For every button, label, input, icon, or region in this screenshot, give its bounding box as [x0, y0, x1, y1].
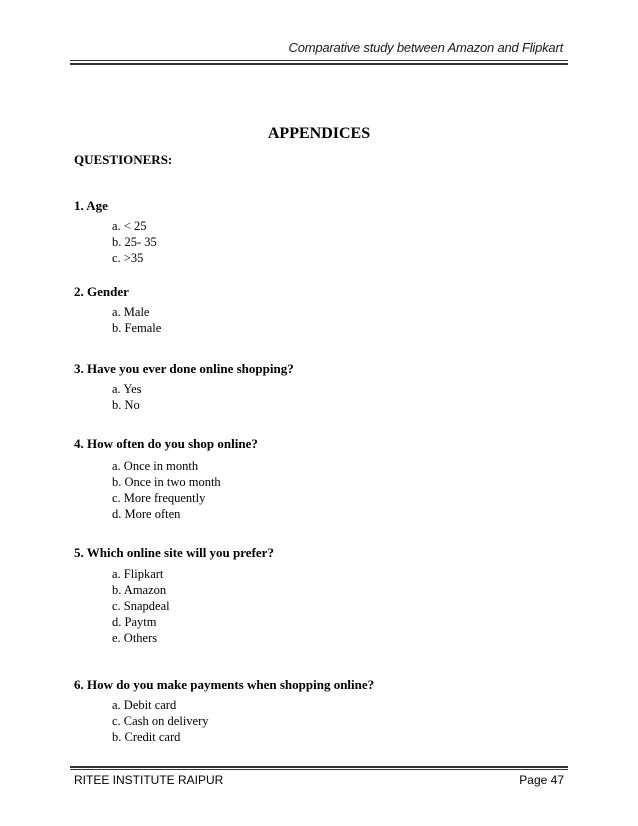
page-title: APPENDICES [267, 125, 371, 142]
footer-rule-thick [70, 766, 568, 768]
option: b. Amazon [112, 583, 167, 597]
question-3-options [112, 381, 142, 413]
option: c. Snapdeal [112, 599, 170, 613]
option: a. Once in month [112, 459, 199, 473]
option: a. Yes [112, 382, 142, 396]
question-2-options [112, 304, 161, 336]
option: c. More frequently [112, 491, 206, 505]
option: d. Paytm [112, 615, 157, 629]
question-1-options [112, 218, 157, 266]
option: b. Female [112, 321, 162, 335]
option: b. Once in two month [112, 475, 221, 489]
option: b. No [112, 398, 140, 412]
question-6-options [112, 697, 209, 745]
option: a. Flipkart [112, 567, 164, 581]
footer-rule [70, 769, 568, 770]
section-subtitle: QUESTIONERS: [74, 152, 173, 167]
footer-institute: RITEE INSTITUTE RAIPUR [74, 773, 224, 787]
question-1: 1. Age [74, 198, 108, 213]
question-5-options [112, 566, 170, 646]
question-4: 4. How often do you shop online? [74, 436, 258, 451]
option: e. Others [112, 631, 158, 645]
option: a. < 25 [112, 219, 147, 233]
question-3: 3. Have you ever done online shopping? [74, 361, 294, 376]
option: a. Debit card [112, 698, 177, 712]
question-4-options [112, 458, 221, 522]
question-2: 2. Gender [74, 284, 129, 299]
header-rule [70, 60, 568, 61]
running-header: Comparative study between Amazon and Flipkart [288, 40, 563, 55]
question-5: 5. Which online site will you prefer? [74, 545, 274, 560]
option: b. 25- 35 [112, 235, 157, 249]
option: d. More often [112, 507, 181, 521]
option: c. Cash on delivery [112, 714, 209, 728]
question-6: 6. How do you make payments when shopping online? [74, 677, 375, 692]
option: a. Male [112, 305, 150, 319]
option: b. Credit card [112, 730, 181, 744]
page-number: Page 47 [519, 773, 564, 787]
header-rule-thick [70, 63, 568, 65]
option: c. >35 [112, 251, 144, 265]
